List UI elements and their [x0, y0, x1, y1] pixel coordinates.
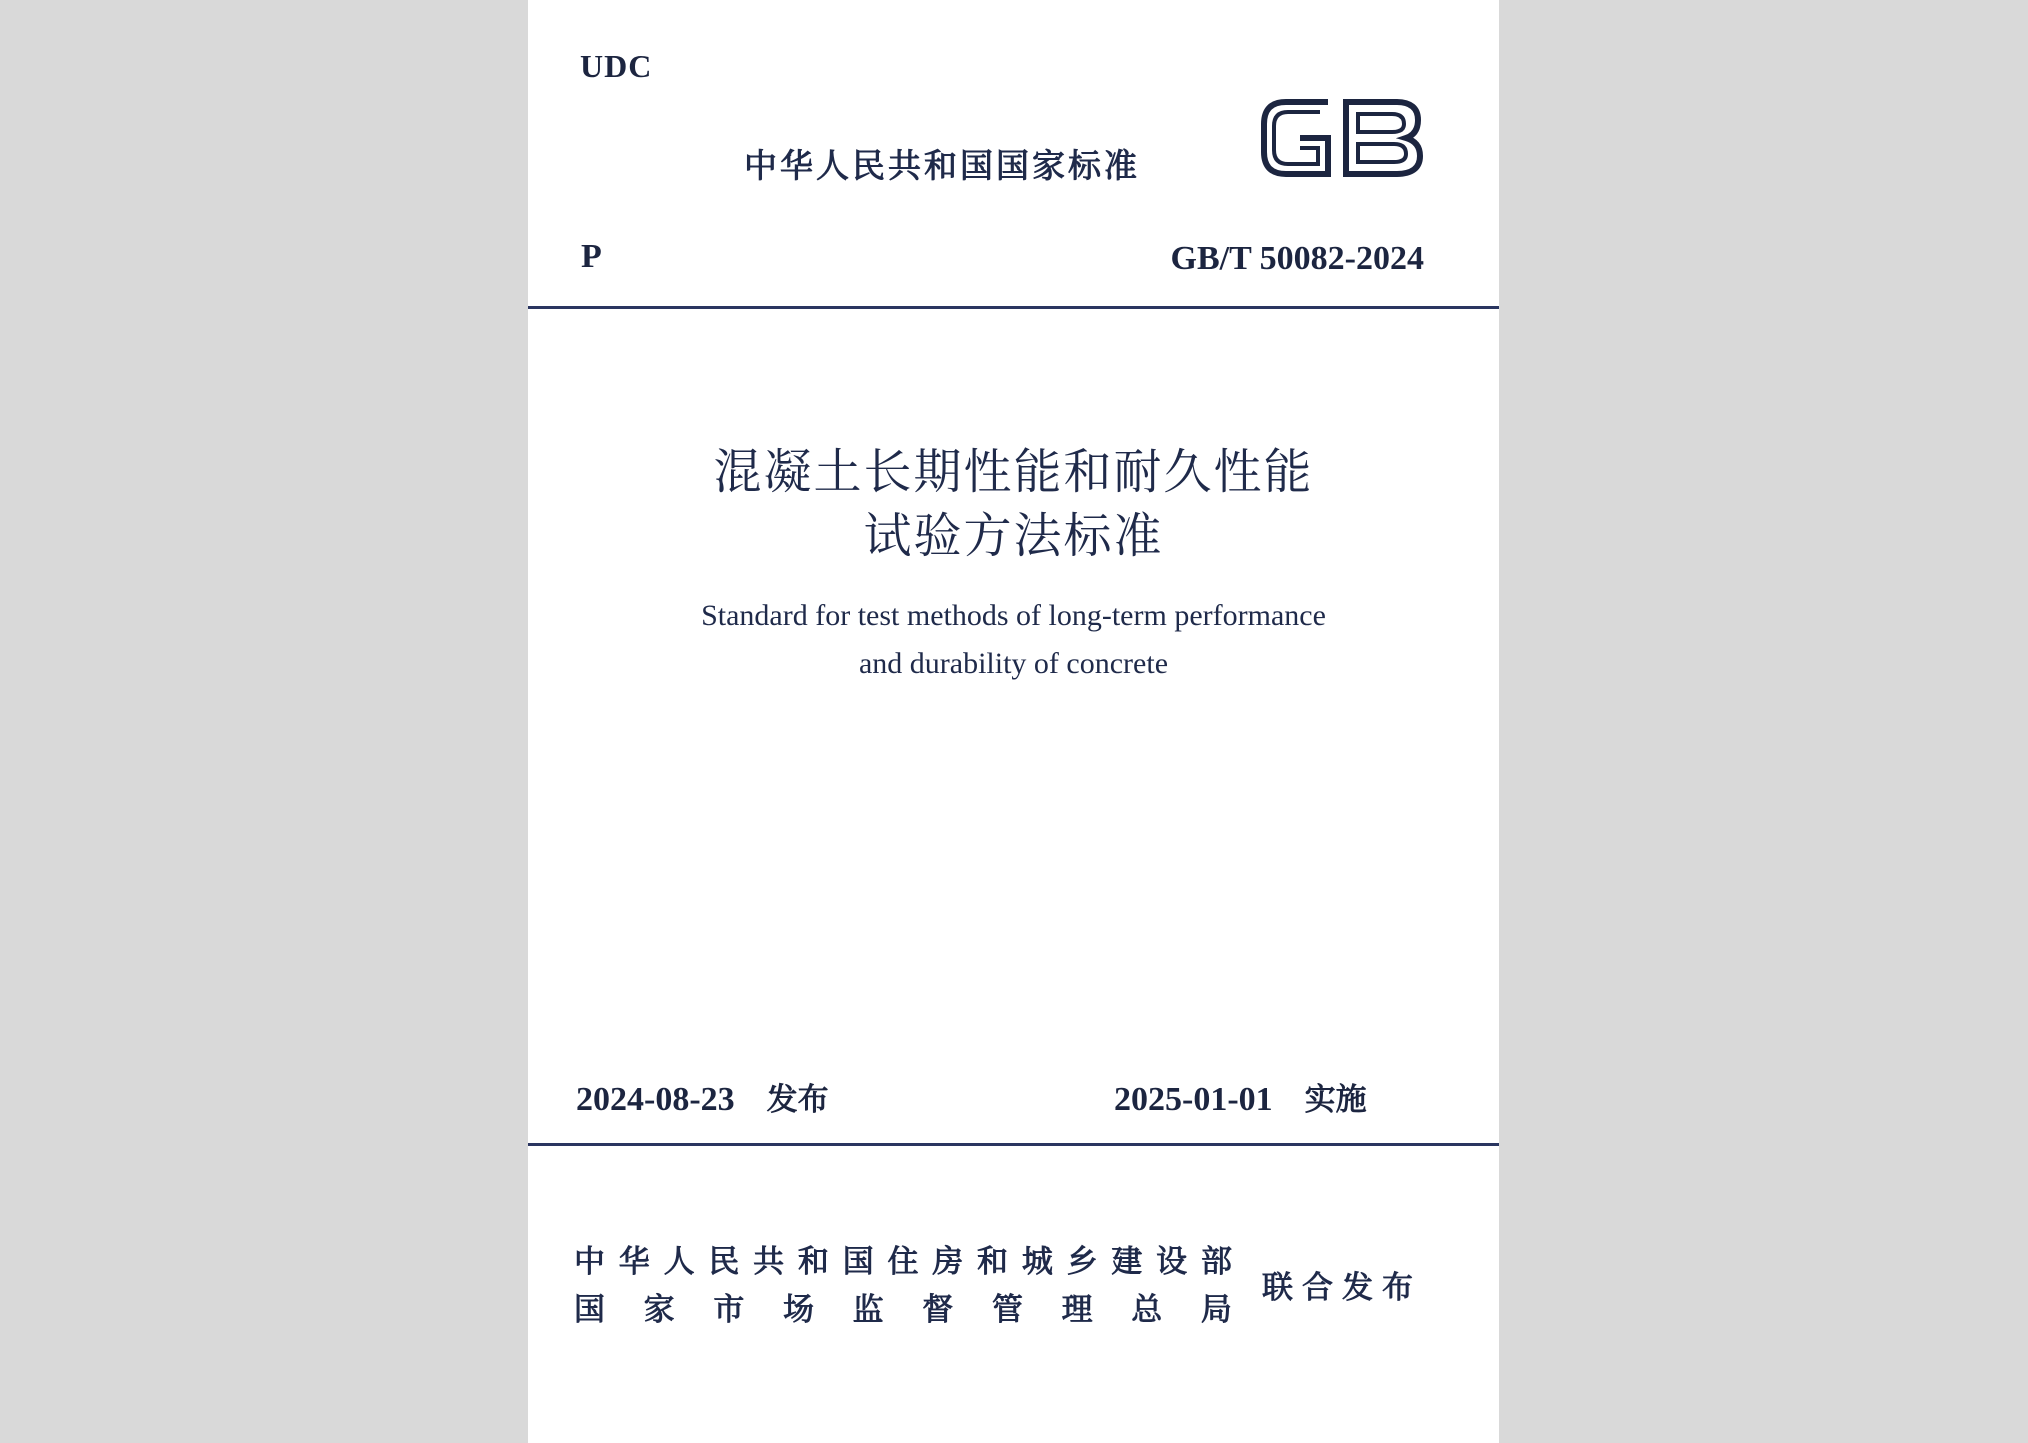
english-title-line-2: and durability of concrete: [858, 647, 1169, 680]
authority-char: 市: [713, 1292, 745, 1328]
authority-char: 人: [663, 1244, 695, 1280]
authority-char: 局: [1200, 1292, 1232, 1328]
chinese-title-line-1: 混凝土长期性能和耐久性能: [713, 444, 1314, 500]
authority-char: 中: [574, 1244, 605, 1280]
classification-code: P: [581, 238, 602, 275]
standard-number: GB/T 50082-2024: [1170, 240, 1424, 277]
issuing-authorities: [574, 1238, 1232, 1334]
authority-char: 家: [643, 1292, 675, 1328]
authority-char: 场: [782, 1292, 814, 1328]
bottom-divider: [528, 1143, 1499, 1146]
joint-issue-label: 联合发布: [1262, 1270, 1422, 1306]
authority-char: 华: [618, 1244, 650, 1280]
english-title-line-1: Standard for test methods of long-term performance: [701, 599, 1326, 632]
authority-char: 督: [922, 1292, 954, 1328]
authority-char: 住: [887, 1244, 919, 1280]
top-divider: [528, 306, 1499, 309]
authority-char: 部: [1200, 1244, 1232, 1280]
authority-char: 建: [1111, 1244, 1143, 1280]
authority-char: 乡: [1066, 1244, 1098, 1280]
standard-cover-page: [528, 0, 1499, 1443]
authority-char: 管: [991, 1292, 1023, 1328]
authority-char: 共: [753, 1244, 785, 1280]
implementation-date-block: [1114, 1074, 1367, 1119]
authority-char: 城: [1021, 1244, 1053, 1280]
chinese-title-line-2: 试验方法标准: [863, 508, 1164, 564]
issue-label: 发布: [766, 1082, 829, 1118]
gb-logo-icon: [1256, 92, 1426, 184]
authority-char: 国: [574, 1292, 605, 1328]
authority-char: 房: [932, 1244, 964, 1280]
national-standard-issuer: 中华人民共和国国家标准: [744, 146, 1140, 185]
authority-char: 和: [797, 1244, 829, 1280]
issue-date-block: [576, 1074, 829, 1119]
udc-label: UDC: [580, 48, 653, 84]
authority-char: 理: [1061, 1292, 1093, 1328]
implementation-label: 实施: [1304, 1082, 1367, 1118]
authority-line-1: [574, 1238, 1232, 1286]
chinese-title: [528, 440, 1499, 568]
authority-char: 和: [977, 1244, 1009, 1280]
authority-line-2: [574, 1286, 1232, 1334]
authority-char: 总: [1131, 1292, 1163, 1328]
english-title: [528, 592, 1499, 688]
implementation-date: 2025-01-01: [1114, 1081, 1273, 1118]
authority-char: 设: [1156, 1244, 1188, 1280]
authority-char: 国: [842, 1244, 874, 1280]
authority-char: 民: [708, 1244, 740, 1280]
authority-char: 监: [852, 1292, 884, 1328]
issue-date: 2024-08-23: [576, 1081, 735, 1118]
